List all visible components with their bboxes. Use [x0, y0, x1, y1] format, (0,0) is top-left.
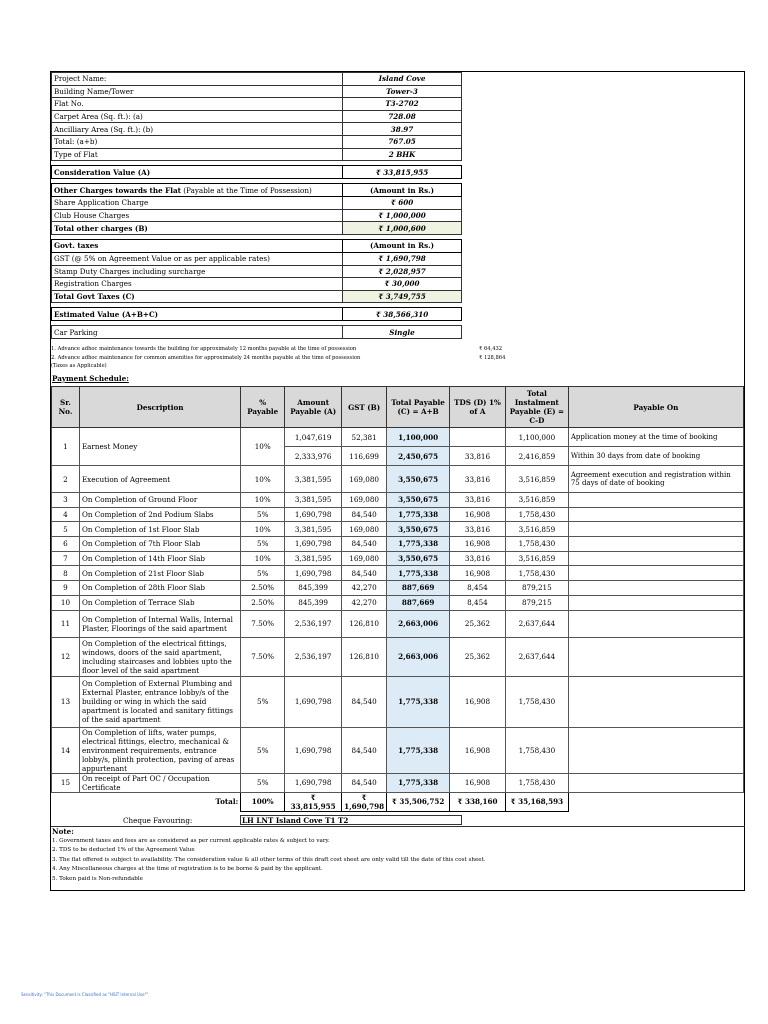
consideration-value-label: Consideration Value (A): [52, 166, 343, 179]
other-charges-header: [52, 184, 462, 197]
table-row: [52, 581, 744, 596]
other-charges-amount-header: (Amount in Rs.): [343, 184, 462, 197]
total-gst: ₹ 1,690,798: [342, 792, 387, 811]
consideration-value-value: ₹ 33,815,955: [343, 166, 462, 179]
maintenance-line: [51, 354, 531, 363]
note-item: 2. TDS to be deducted 1% of the Agreement Value: [52, 847, 195, 854]
inst-cell: 2,416,859: [505, 447, 568, 466]
tds-cell: 16,908: [450, 676, 506, 727]
total-cell: 3,550,675: [387, 493, 450, 508]
payon-cell: [568, 522, 743, 537]
amt-cell: 2,536,197: [285, 610, 342, 637]
total-cell: 2,663,006: [387, 610, 450, 637]
govt-tax-row-value: ₹ 30,000: [343, 278, 462, 291]
payment-schedule-title: Payment Schedule:: [52, 374, 129, 383]
note-item: 1. Government taxes and fees are as considered as per current applicable rates & subject to vary.: [52, 838, 330, 844]
sr-cell: 7: [52, 551, 80, 566]
inst-cell: 2,637,644: [505, 637, 568, 676]
schedule-header-row: [52, 387, 744, 428]
pct-cell: 2.50%: [241, 581, 285, 596]
inst-cell: 879,215: [505, 581, 568, 596]
gst-cell: 84,540: [342, 566, 387, 581]
other-charges-total: [52, 222, 462, 235]
total-cell: 3,550,675: [387, 522, 450, 537]
payon-cell: [568, 551, 743, 566]
project-row-label: Building Name/Tower: [52, 85, 343, 98]
desc-cell: Earnest Money: [79, 428, 240, 466]
tds-cell: 33,816: [450, 551, 506, 566]
desc-cell: On Completion of 14th Floor Slab: [79, 551, 240, 566]
tds-cell: 16,908: [450, 566, 506, 581]
table-row: [52, 466, 744, 493]
govt-taxes-header-value: (Amount in Rs.): [343, 239, 462, 252]
desc-cell: On Completion of 2nd Podium Slabs: [79, 507, 240, 522]
project-info-table: [51, 72, 462, 339]
sr-cell: 9: [52, 581, 80, 596]
sr-cell: 3: [52, 493, 80, 508]
payon-cell: [568, 581, 743, 596]
col-gst: GST (B): [342, 387, 387, 428]
table-row: [52, 727, 744, 773]
amt-cell: 3,381,595: [285, 522, 342, 537]
total-cell: 887,669: [387, 595, 450, 610]
payon-cell: [568, 637, 743, 676]
project-row-value: Tower-3: [343, 85, 462, 98]
total-cell: 1,775,338: [387, 727, 450, 773]
total-payable: ₹ 35,506,752: [387, 792, 450, 811]
tds-cell: [450, 428, 506, 447]
desc-cell: On receipt of Part OC / Occupation Certificate: [79, 773, 240, 792]
total-pct: 100%: [241, 792, 285, 811]
amt-cell: 3,381,595: [285, 551, 342, 566]
gst-cell: 84,540: [342, 507, 387, 522]
table-row: [52, 610, 744, 637]
tds-cell: 8,454: [450, 581, 506, 596]
col-payon: Payable On: [568, 387, 743, 428]
table-row: [52, 773, 744, 792]
govt-tax-row-label: GST (@ 5% on Agreement Value or as per applicable rates): [52, 252, 343, 265]
tds-cell: 33,816: [450, 466, 506, 493]
sr-cell: 4: [52, 507, 80, 522]
project-row: [52, 73, 462, 86]
col-amt: Amount Payable (A): [285, 387, 342, 428]
govt-taxes-total-label: Total Govt Taxes (C): [52, 290, 343, 303]
total-cell: 887,669: [387, 581, 450, 596]
total-cell: 2,663,006: [387, 637, 450, 676]
table-row: [52, 595, 744, 610]
payon-cell: [568, 507, 743, 522]
payon-cell: [568, 676, 743, 727]
project-row-value: Island Cove: [343, 73, 462, 86]
gst-cell: 42,270: [342, 581, 387, 596]
inst-cell: 3,516,859: [505, 522, 568, 537]
inst-cell: 1,758,430: [505, 566, 568, 581]
project-row-value: 2 BHK: [343, 148, 462, 161]
govt-tax-row: [52, 265, 462, 278]
project-row-label: Total: (a+b): [52, 135, 343, 148]
gst-cell: 116,699: [342, 447, 387, 466]
project-row-label: Flat No.: [52, 98, 343, 111]
sr-cell: 2: [52, 466, 80, 493]
tds-cell: 33,816: [450, 493, 506, 508]
amt-cell: 1,690,798: [285, 507, 342, 522]
cost-sheet: [50, 71, 745, 891]
total-cell: 1,775,338: [387, 773, 450, 792]
total-cell: 2,450,675: [387, 447, 450, 466]
desc-cell: On Completion of 1st Floor Slab: [79, 522, 240, 537]
amt-cell: 3,381,595: [285, 466, 342, 493]
pct-cell: 5%: [241, 537, 285, 552]
govt-taxes-total-value: ₹ 3,749,755: [343, 290, 462, 303]
other-charge-row: [52, 197, 462, 210]
project-row-label: Carpet Area (Sq. ft.): (a): [52, 110, 343, 123]
total-amt: ₹ 33,815,955: [285, 792, 342, 811]
tds-cell: 16,908: [450, 727, 506, 773]
gst-cell: 84,540: [342, 727, 387, 773]
other-charge-row-value: ₹ 1,000,000: [343, 209, 462, 222]
gst-cell: 169,080: [342, 493, 387, 508]
total-cell: 1,100,000: [387, 428, 450, 447]
col-desc: Description: [79, 387, 240, 428]
gst-cell: 84,540: [342, 676, 387, 727]
table-row: [52, 637, 744, 676]
col-total: Total Payable (C) = A+B: [387, 387, 450, 428]
payon-cell: [568, 773, 743, 792]
pct-cell: 10%: [241, 466, 285, 493]
tds-cell: 25,362: [450, 637, 506, 676]
col-pct: % Payable: [241, 387, 285, 428]
project-row-label: Project Name:: [52, 73, 343, 86]
tds-cell: 16,908: [450, 773, 506, 792]
project-row: [52, 98, 462, 111]
project-row: [52, 110, 462, 123]
pct-cell: 10%: [241, 522, 285, 537]
other-charges-title-text: Other Charges towards the Flat: [54, 185, 181, 195]
project-row-value: 38.97: [343, 123, 462, 136]
total-cell: 1,775,338: [387, 537, 450, 552]
table-row: [52, 566, 744, 581]
desc-cell: On Completion of lifts, water pumps, electrical fittings, electro, mechanical & environment requirements, entrance lobby/s, plinth protection, paving of areas appurtenant: [79, 727, 240, 773]
pct-cell: 7.50%: [241, 610, 285, 637]
govt-tax-row-label: Registration Charges: [52, 278, 343, 291]
project-row: [52, 148, 462, 161]
amt-cell: 1,690,798: [285, 566, 342, 581]
pct-cell: 5%: [241, 676, 285, 727]
gst-cell: 42,270: [342, 595, 387, 610]
sr-cell: 10: [52, 595, 80, 610]
amt-cell: 3,381,595: [285, 493, 342, 508]
payon-cell: [568, 566, 743, 581]
inst-cell: 1,100,000: [505, 428, 568, 447]
pct-cell: 5%: [241, 727, 285, 773]
sr-cell: 8: [52, 566, 80, 581]
gst-cell: 126,810: [342, 610, 387, 637]
payon-cell: [568, 493, 743, 508]
pct-cell: 2.50%: [241, 595, 285, 610]
gst-cell: 169,080: [342, 522, 387, 537]
govt-tax-row: [52, 252, 462, 265]
govt-taxes-header: [52, 239, 462, 252]
govt-taxes-header-label: Govt. taxes: [52, 239, 343, 252]
table-row: [52, 493, 744, 508]
tds-cell: 8,454: [450, 595, 506, 610]
maintenance-notes: [51, 345, 531, 371]
amt-cell: 2,333,976: [285, 447, 342, 466]
sr-cell: 11: [52, 610, 80, 637]
desc-cell: On Completion of Terrace Slab: [79, 595, 240, 610]
gst-cell: 126,810: [342, 637, 387, 676]
cheque-label: Cheque Favouring:: [123, 816, 193, 825]
total-blank: [568, 792, 743, 811]
total-cell: 3,550,675: [387, 551, 450, 566]
pct-cell: 10%: [241, 428, 285, 466]
desc-cell: On Completion of 21st Floor Slab: [79, 566, 240, 581]
other-charges-title-note: (Payable at the Time of Possession): [180, 185, 312, 195]
payon-cell: [568, 727, 743, 773]
payon-cell: Agreement execution and registration within 75 days of date of booking: [568, 466, 743, 493]
amt-cell: 1,690,798: [285, 773, 342, 792]
table-row: [52, 551, 744, 566]
maintenance-text: 1. Advance adhoc maintenance towards the building for approximately 12 months payable at the time of possession: [51, 346, 357, 352]
govt-tax-row-value: ₹ 1,690,798: [343, 252, 462, 265]
inst-cell: 1,758,430: [505, 507, 568, 522]
govt-tax-row-label: Stamp Duty Charges including surcharge: [52, 265, 343, 278]
payon-cell: Application money at the time of booking: [568, 428, 743, 447]
table-row: [52, 676, 744, 727]
gst-cell: 52,381: [342, 428, 387, 447]
consideration-value: [52, 166, 462, 179]
tds-cell: 33,816: [450, 447, 506, 466]
maintenance-amount: ₹ 64,432: [479, 346, 503, 352]
amt-cell: 845,399: [285, 581, 342, 596]
inst-cell: 3,516,859: [505, 551, 568, 566]
other-charges-title: [52, 184, 343, 197]
table-row: [52, 537, 744, 552]
inst-cell: 2,637,644: [505, 610, 568, 637]
other-charge-row-label: Share Application Charge: [52, 197, 343, 210]
sr-cell: 15: [52, 773, 80, 792]
note-item: 3. The flat offered is subject to availability. The consideration value & all other terms of this draft cost sheet are only valid till the date of this cost sheet.: [52, 856, 486, 863]
amt-cell: 1,047,619: [285, 428, 342, 447]
project-row-value: T3-2702: [343, 98, 462, 111]
desc-cell: On Completion of 7th Floor Slab: [79, 537, 240, 552]
schedule-total-row: [52, 792, 744, 811]
gst-cell: 84,540: [342, 537, 387, 552]
sr-cell: 5: [52, 522, 80, 537]
estimated-value-value: ₹ 38,566,310: [343, 308, 462, 321]
project-row: [52, 135, 462, 148]
maintenance-amount: ₹ 128,864: [479, 354, 506, 361]
amt-cell: 845,399: [285, 595, 342, 610]
desc-cell: Execution of Agreement: [79, 466, 240, 493]
table-row: [52, 507, 744, 522]
desc-cell: On Completion of External Plumbing and External Plaster, entrance lobby/s of the building or wing in which the said apartment is located and sanitary fittings of the said apartment: [79, 676, 240, 727]
pct-cell: 10%: [241, 551, 285, 566]
maintenance-text: (Taxes as Applicable): [51, 363, 107, 369]
total-cell: 1,775,338: [387, 507, 450, 522]
notes: [51, 826, 745, 884]
maintenance-text: 2. Advance adhoc maintenance for common amenities for approximately 24 months payable at the time of possession: [51, 354, 361, 361]
project-row: [52, 123, 462, 136]
col-tds: TDS (D) 1% of A: [450, 387, 506, 428]
inst-cell: 1,758,430: [505, 727, 568, 773]
pct-cell: 5%: [241, 773, 285, 792]
other-charges-total-value: ₹ 1,000,600: [343, 222, 462, 235]
notes-title: Note:: [52, 827, 74, 836]
gst-cell: 169,080: [342, 466, 387, 493]
tds-cell: 16,908: [450, 537, 506, 552]
gst-cell: 169,080: [342, 551, 387, 566]
sr-cell: 14: [52, 727, 80, 773]
amt-cell: 1,690,798: [285, 727, 342, 773]
pct-cell: 10%: [241, 493, 285, 508]
project-row: [52, 85, 462, 98]
govt-tax-row: [52, 278, 462, 291]
tds-cell: 16,908: [450, 507, 506, 522]
maintenance-line: [51, 362, 531, 371]
sr-cell: 13: [52, 676, 80, 727]
note-item: 4. Any Miscellaneous charges at the time of registration is to be borne & paid by the applicant.: [52, 866, 323, 873]
project-row-value: 767.05: [343, 135, 462, 148]
col-inst: Total Instalment Payable (E) = C-D: [505, 387, 568, 428]
payment-schedule-table: [51, 386, 744, 812]
other-charge-row-label: Club House Charges: [52, 209, 343, 222]
estimated-value: [52, 308, 462, 321]
project-row-value: 728.08: [343, 110, 462, 123]
tds-cell: 33,816: [450, 522, 506, 537]
payon-cell: [568, 537, 743, 552]
estimated-value-label: Estimated Value (A+B+C): [52, 308, 343, 321]
total-cell: 1,775,338: [387, 676, 450, 727]
tds-cell: 25,362: [450, 610, 506, 637]
inst-cell: 3,516,859: [505, 493, 568, 508]
col-sr: Sr. No.: [52, 387, 80, 428]
sensitivity-footer: Sensitivity: "This Document is Classified as "HSIT Internal Use"": [21, 992, 149, 997]
car-parking-label: Car Parking: [52, 326, 343, 339]
amt-cell: 1,690,798: [285, 537, 342, 552]
desc-cell: On Completion of Internal Walls, Internal Plaster, Floorings of the said apartment: [79, 610, 240, 637]
total-tds: ₹ 338,160: [450, 792, 506, 811]
govt-tax-row-value: ₹ 2,028,957: [343, 265, 462, 278]
other-charge-row: [52, 209, 462, 222]
pct-cell: 7.50%: [241, 637, 285, 676]
desc-cell: On Completion of Ground Floor: [79, 493, 240, 508]
inst-cell: 1,758,430: [505, 773, 568, 792]
payon-cell: [568, 610, 743, 637]
inst-cell: 1,758,430: [505, 537, 568, 552]
inst-cell: 3,516,859: [505, 466, 568, 493]
inst-cell: 1,758,430: [505, 676, 568, 727]
sr-cell: 12: [52, 637, 80, 676]
gst-cell: 84,540: [342, 773, 387, 792]
car-parking-value: Single: [343, 326, 462, 339]
amt-cell: 1,690,798: [285, 676, 342, 727]
project-row-label: Ancilliary Area (Sq. ft.): (b): [52, 123, 343, 136]
note-item: 5. Token paid is Non-refundable: [52, 875, 143, 882]
cheque-favouring: [51, 815, 462, 825]
pct-cell: 5%: [241, 566, 285, 581]
total-label: Total:: [215, 797, 239, 807]
total-inst: ₹ 35,168,593: [505, 792, 568, 811]
amt-cell: 2,536,197: [285, 637, 342, 676]
payon-cell: Within 30 days from date of booking: [568, 447, 743, 466]
other-charges-total-label: Total other charges (B): [52, 222, 343, 235]
desc-cell: On Completion of the electrical fittings, windows, doors of the said apartment, including staircases and lobbies upto the floor level of the said apartment: [79, 637, 240, 676]
car-parking: [52, 326, 462, 339]
sr-cell: 6: [52, 537, 80, 552]
total-cell: 1,775,338: [387, 566, 450, 581]
govt-taxes-total: [52, 290, 462, 303]
cheque-value: LH LNT Island Cove T1 T2: [240, 815, 462, 825]
table-row: [52, 522, 744, 537]
sr-cell: 1: [52, 428, 80, 466]
total-cell: 3,550,675: [387, 466, 450, 493]
desc-cell: On Completion of 28th Floor Slab: [79, 581, 240, 596]
inst-cell: 879,215: [505, 595, 568, 610]
payon-cell: [568, 595, 743, 610]
pct-cell: 5%: [241, 507, 285, 522]
maintenance-line: [51, 345, 531, 354]
project-row-label: Type of Flat: [52, 148, 343, 161]
table-row: [52, 428, 744, 447]
other-charge-row-value: ₹ 600: [343, 197, 462, 210]
